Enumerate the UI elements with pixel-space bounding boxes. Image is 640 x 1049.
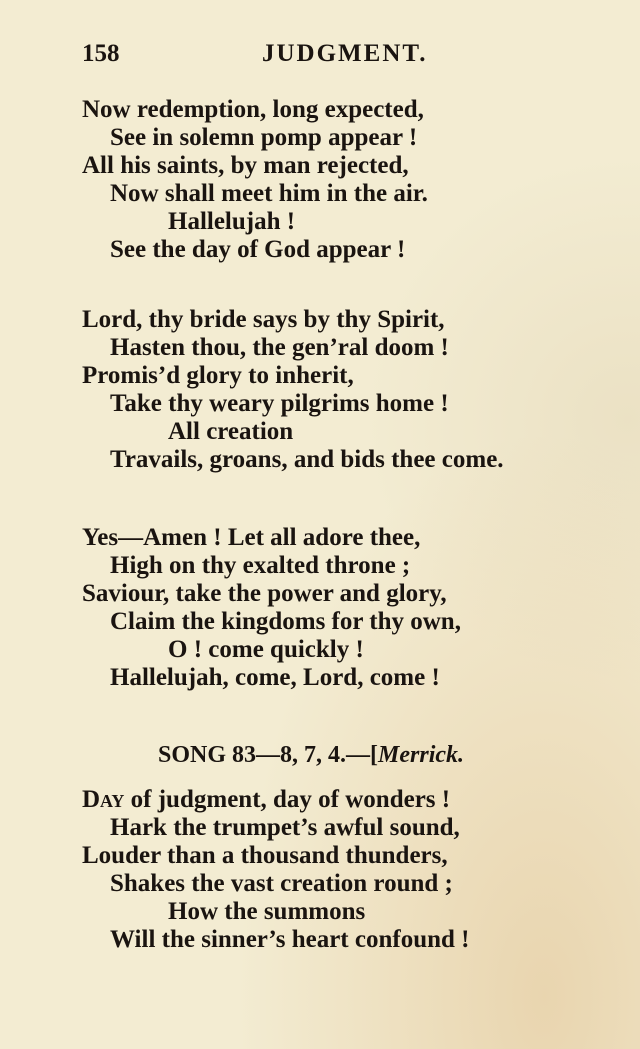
verse-line — [82, 786, 450, 814]
verse-line: Travails, groans, and bids thee come. — [110, 446, 504, 473]
verse-line: Will the sinner’s heart confound ! — [110, 926, 470, 953]
verse-line: See the day of God appear ! — [110, 236, 406, 263]
verse-line: Lord, thy bride says by thy Spirit, — [82, 306, 445, 333]
verse-line: Now shall meet him in the air. — [110, 180, 428, 207]
song-heading-text: SONG 83—8, 7, 4.—[ — [158, 742, 379, 768]
running-title: JUDGMENT. — [262, 40, 428, 67]
verse-line: Hark the trumpet’s awful sound, — [110, 814, 460, 841]
song-heading — [158, 742, 464, 769]
verse-line: See in solemn pomp appear ! — [110, 124, 418, 151]
verse-line: Hallelujah, come, Lord, come ! — [110, 664, 440, 691]
verse-line: Take thy weary pilgrims home ! — [110, 390, 449, 417]
verse-line: High on thy exalted throne ; — [110, 552, 411, 579]
verse-line: How the summons — [168, 898, 366, 925]
verse-line: Now redemption, long expected, — [82, 96, 424, 123]
verse-line: Promis’d glory to inherit, — [82, 362, 354, 389]
page-header — [82, 40, 582, 76]
verse-line: O ! come quickly ! — [168, 636, 364, 663]
verse-line: All his saints, by man rejected, — [82, 152, 409, 179]
verse-line: Claim the kingdoms for thy own, — [110, 608, 461, 635]
first-line-rest: of judgment, day of wonders ! — [124, 786, 451, 813]
drop-word: Day — [82, 786, 125, 813]
verse-line: All creation — [168, 418, 294, 445]
verse-line: Shakes the vast creation round ; — [110, 870, 453, 897]
page-number: 158 — [82, 40, 120, 67]
verse-line: Yes—Amen ! Let all adore thee, — [82, 524, 421, 551]
verse-line: Louder than a thousand thunders, — [82, 842, 448, 869]
song-author: Merrick. — [378, 742, 465, 768]
verse-line: Saviour, take the power and glory, — [82, 580, 447, 607]
verse-line: Hallelujah ! — [168, 208, 296, 235]
verse-line: Hasten thou, the gen’ral doom ! — [110, 334, 449, 361]
